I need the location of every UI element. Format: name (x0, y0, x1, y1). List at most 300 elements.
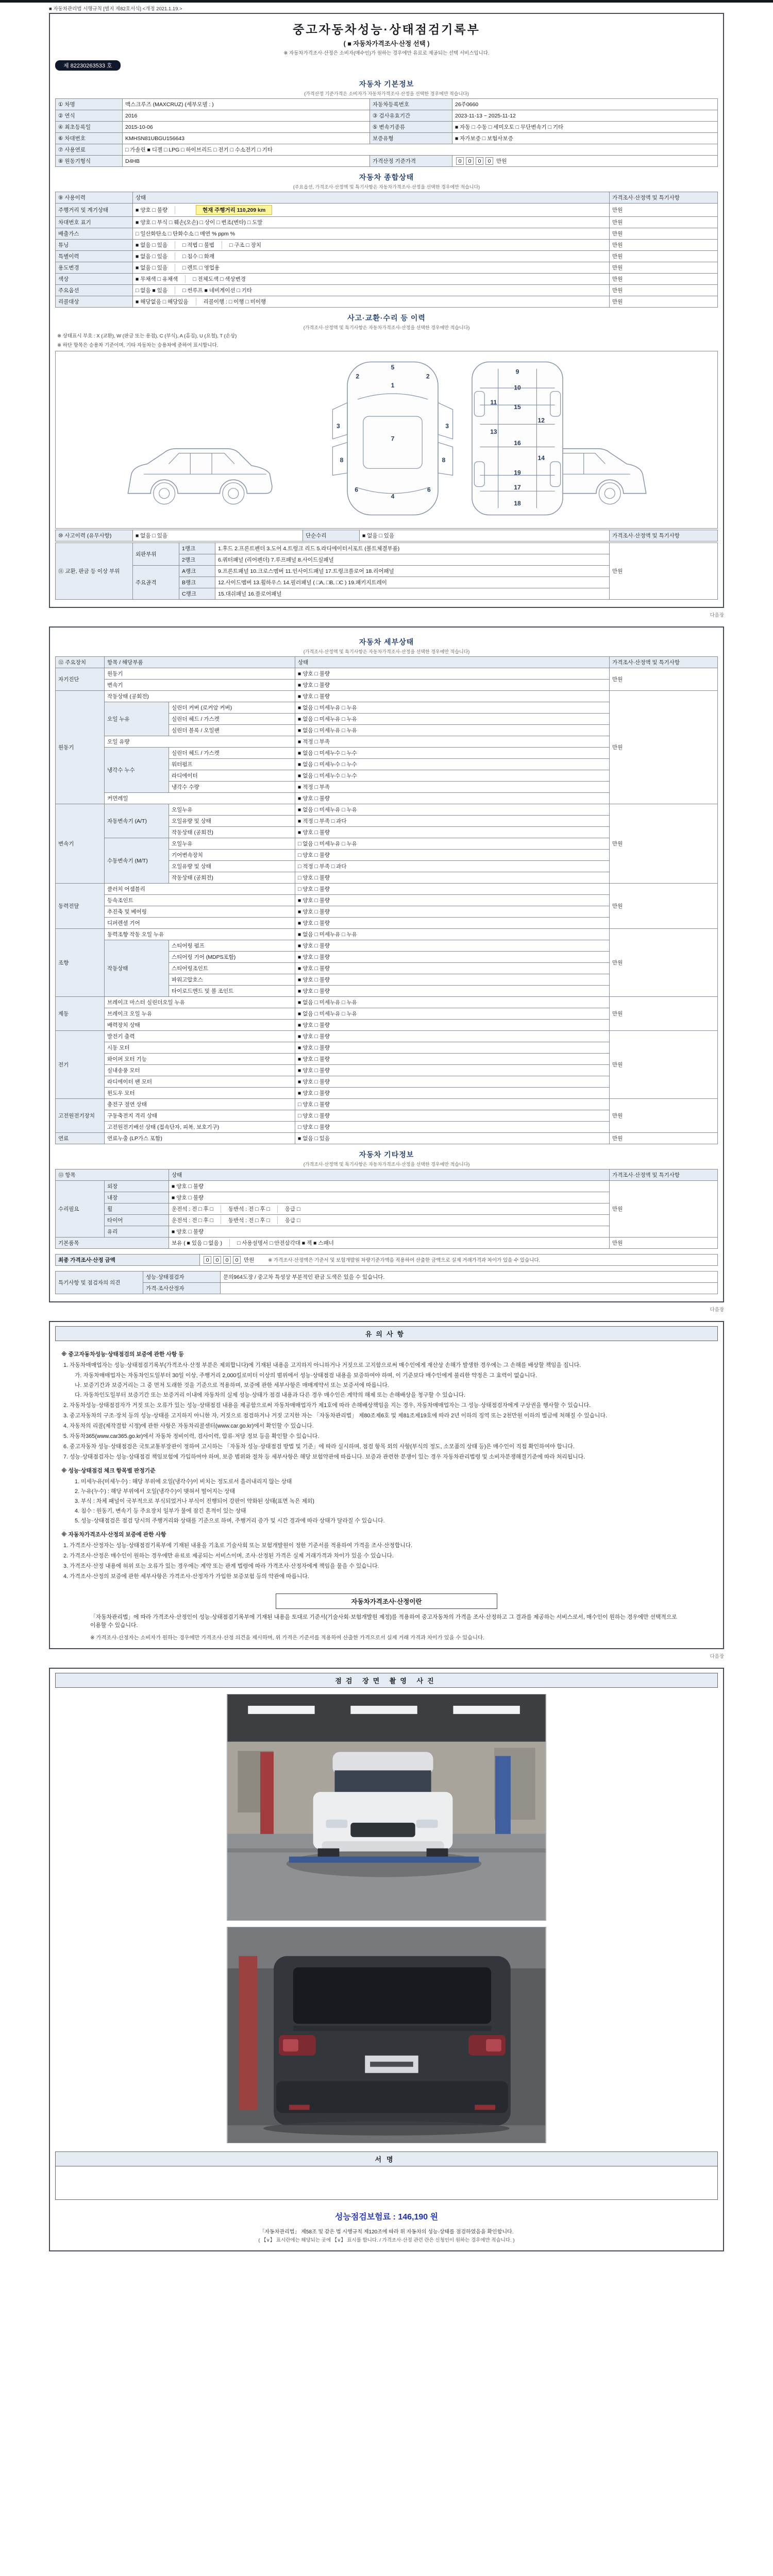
checkbox-group: ■ 무채색 □ 유채색 (136, 275, 186, 283)
checkbox-group: ■ 양호 □ 불량 (298, 1033, 330, 1040)
checkbox-group: □ 구조 □ 장치 (229, 242, 262, 248)
state-symbol-legend: ※ 상태표시 부호 : X (교환), W (판금 또는 용접), C (부식), A (흠집), U (요철), T (손상) (57, 333, 237, 339)
state-cell (133, 240, 610, 251)
checkbox-group: ■ 양호 □ 불량 (298, 829, 330, 836)
column-header: ⑫ 주요장치 (56, 656, 105, 668)
checkbox-group: ■ 없음 □ 미세누유 □ 누유 (298, 806, 357, 813)
price-digit: 0 (233, 1256, 241, 1264)
comprehensive-row (56, 240, 718, 251)
section-basic-header (55, 79, 718, 97)
checkbox-group: □ 적법 □ 불법 (182, 241, 222, 249)
fuel-checkboxes: □ 가솔린 ■ 디젤 □ LPG □ 하이브리드 □ 전기 □ 수소전기 □ 기타 (123, 144, 718, 156)
final-price-note: ※ 가격조사·산정액은 기준서 및 보험개발원 차량기준가액을 적용하여 산출한 금액으로 실제 거래가격과 차이가 있을 수 있습니다. (268, 1257, 541, 1263)
checkbox-group: □ 없음 □ 미세누유 □ 누유 (298, 840, 357, 847)
price-cell: 만원 (610, 690, 718, 804)
table-row (56, 144, 718, 156)
item-label: 라디에이터 (169, 770, 295, 781)
item-label: 시동 모터 (105, 1042, 295, 1053)
item-label: 배력장치 상태 (105, 1019, 295, 1030)
checkbox-group: □ 썬루프 ■ 네비게이션 □ 기타 (182, 287, 253, 294)
section-comprehensive-title: 자동차 종합상태 (359, 173, 414, 181)
comprehensive-row (56, 217, 718, 228)
transmission-checkboxes: ■ 자동 □ 수동 □ 세미오토 □ 무단변속기 □ 기타 (452, 122, 718, 133)
price-cell: 만원 (610, 883, 718, 928)
rank-label: B랭크 (179, 577, 215, 588)
state-cell (295, 679, 610, 690)
checkbox-group: □ 양호 □ 불량 (298, 874, 330, 881)
final-price-label: 최종 가격조사·산정 금액 (56, 1254, 200, 1265)
inspection-period-value: 2023-11-13 ~ 2025-11-12 (452, 110, 718, 122)
final-price-cell (200, 1254, 718, 1265)
state-cell (133, 217, 610, 228)
state-cell (295, 985, 610, 996)
detail-row (56, 668, 718, 679)
rank-label: A랭크 (179, 565, 215, 577)
section-detail-title: 자동차 세부상태 (359, 637, 414, 646)
misc-row (56, 1237, 718, 1248)
car-diagram-panel (55, 351, 718, 529)
comprehensive-row (56, 274, 718, 285)
checkbox-group: ■ 해당없음 □ 해당있음 (136, 298, 196, 306)
price-cell: 만원 (610, 928, 718, 996)
price-appraisal-definition-note: ※ 가격조사·산정자는 소비자가 원하는 경우에만 가격조사·산정 의견을 제시하며, 위 가격은 기준서를 적용하여 산출한 가격으로서 실제 거래 가격과 차이가 있을 수 있습니다. (90, 1635, 484, 1641)
section-detail-header (55, 637, 718, 655)
final-price-digits (203, 1257, 254, 1263)
checkbox-group: ■ 양호 □ 불량 (298, 795, 330, 802)
comprehensive-row (56, 296, 718, 308)
car-side-view-left (128, 448, 272, 504)
item-label: 외장 (105, 1180, 169, 1192)
diagram-number: 12 (537, 416, 545, 424)
state-cell (295, 974, 610, 985)
item-label: 스티어링조인트 (169, 962, 295, 974)
item-label: 파워고압호스 (169, 974, 295, 985)
notice-line: 5. 자동차365(www.car365.go.kr)에서 자동차 정비이력, 검사이력, 압류·저당 정보 등을 확인할 수 있습니다. (63, 1433, 320, 1439)
item-label: 실린더 블록 / 오일팬 (169, 724, 295, 736)
device-label: 자기진단 (56, 668, 105, 690)
item-label: 냉각수 수량 (169, 781, 295, 792)
notice-line: 1. 미세누유(미세누수) : 해당 부위에 오일(냉각수)이 비치는 정도로서 흘러내리지 않는 상태 (75, 1479, 292, 1485)
checkbox-group: ■ 없음 □ 있음 (136, 264, 175, 272)
checkbox-group: □ 일산화탄소 □ 탄화수소 □ 매연 % ppm % (136, 231, 236, 237)
price-cell: 만원 (610, 1132, 718, 1144)
title-subtitle: ( ■ 자동차가격조사·산정 선택 ) (343, 40, 430, 47)
detail-row (56, 690, 718, 702)
device-label: 변속기 (56, 804, 105, 883)
device-label: 동력전달 (56, 883, 105, 928)
misc-row (56, 1180, 718, 1192)
simple-repair-checkboxes: ■ 없음 □ 있음 (360, 530, 610, 541)
table-row (56, 122, 718, 133)
checkbox-group: □ 양호 □ 불량 (298, 886, 330, 892)
diagram-number: 2 (356, 372, 360, 380)
item-label: 연료누출 (LP가스 포함) (105, 1132, 295, 1144)
diagram-number: 14 (537, 454, 545, 462)
diagram-number: 2 (426, 372, 430, 380)
checkbox-group: ■ 양호 □ 불량 (298, 920, 330, 926)
checkbox-group: ■ 양호 □ 불량 (298, 908, 330, 915)
state-cell (133, 285, 610, 296)
price-cell: 만원 (610, 996, 718, 1030)
item-label: 브레이크 마스터 실린더오일 누유 (105, 996, 295, 1008)
notice-line: 3. 부식 : 차체 패널이 국부적으로 부식되었거나 부식이 진행되어 강판이 약화된 상태(표면 녹은 제외) (75, 1498, 314, 1505)
notice-line: ※ 자동차가격조사·산정의 보증에 관한 사항 (61, 1532, 166, 1538)
item-label: 작동상태 (공회전) (105, 690, 295, 702)
diagram-number: 17 (514, 483, 521, 491)
checkbox-group: 응급 □ (284, 1206, 300, 1212)
diagram-number: 9 (515, 368, 519, 376)
price-digit: 0 (213, 1256, 221, 1264)
item-label: 휠 (105, 1203, 169, 1214)
device-label: 전기 (56, 1030, 105, 1098)
state-cell (169, 1192, 610, 1203)
registration-number-value: 26주0660 (452, 99, 718, 110)
field-label: ③ 검사유효기간 (370, 110, 452, 122)
rank-group-label: 외판부위 (133, 543, 179, 565)
section-misc-title: 자동차 기타정보 (359, 1150, 414, 1159)
price-digit: 0 (456, 157, 464, 165)
appraiser-remark-text (221, 1282, 718, 1294)
item-label: 구동축전지 격리 상태 (105, 1110, 295, 1121)
warranty-checkboxes: ■ 자가보증 □ 보험사보증 (452, 133, 718, 144)
price-cell: 만원 (610, 296, 718, 308)
checkbox-instruction: ( 【∨】 표시란에는 해당되는 곳에 【∨】 표시를 합니다. / 가격조사·산정 관련 란은 신청인이 원하는 경우에만 적습니다. ) (258, 2238, 515, 2243)
misc-info-table (55, 1169, 718, 1249)
state-cell (295, 1053, 610, 1064)
section-misc-note: (가격조사·산정액 및 특기사항은 자동차가격조사·산정을 선택한 경우에만 적습니다) (303, 1161, 470, 1167)
subgroup-label: 작동상태 (105, 940, 169, 996)
item-label: 브레이크 오일 누유 (105, 1008, 295, 1019)
row-label: 특별이력 (56, 251, 133, 262)
table-header-row (56, 192, 718, 204)
state-cell (133, 228, 610, 240)
checkbox-group: 운전석 : 전 □ 후 □ (172, 1216, 221, 1224)
item-label: 오일유량 및 상태 (169, 860, 295, 872)
block-notice (49, 1321, 724, 1650)
rank-label: 1랭크 (179, 543, 215, 554)
checkbox-group: □ 양호 □ 불량 (298, 1112, 330, 1119)
table-row (56, 1282, 718, 1294)
row-label: 주요옵션 (56, 285, 133, 296)
state-cell (295, 1064, 610, 1076)
checkbox-group: ■ 없음 □ 미세누유 □ 누유 (298, 727, 357, 734)
signature-title: 서명 (56, 2152, 717, 2166)
detail-row (56, 804, 718, 815)
checkbox-group: ■ 적정 □ 부족 (298, 784, 330, 790)
state-cell (133, 274, 610, 285)
comprehensive-state-table (55, 192, 718, 308)
state-cell (295, 883, 610, 894)
next-page-label: 다음장 (710, 1654, 724, 1659)
field-label: ⑦ 사용연료 (56, 144, 123, 156)
price-unit: 만원 (496, 158, 507, 164)
notice-line: 2. 누유(누수) : 해당 부위에서 오일(냉각수)이 맺혀서 떨어지는 상태 (75, 1488, 236, 1495)
rank-label: C랭크 (179, 588, 215, 599)
rank-group-label: 주요골격 (133, 565, 179, 599)
diagram-number: 3 (337, 422, 340, 430)
price-appraisal-definition-box: 자동차가격조사·산정이란 (276, 1594, 497, 1609)
state-cell (295, 792, 610, 804)
diagram-number: 6 (427, 485, 431, 493)
price-cell: 만원 (610, 668, 718, 690)
final-price-table (55, 1254, 718, 1266)
item-label: 오일 유량 (105, 736, 295, 747)
signature-section (55, 2151, 718, 2200)
rank-items: 6.쿼터패널 (리어펜더) 7.루프패널 8.사이드실패널 (215, 554, 610, 565)
block-basic-overview (49, 13, 724, 608)
notice-line: 7. 성능·상태점검자는 성능·상태점검 책임보험에 가입하여야 하며, 보증 범위와 절차 등 세부사항은 해당 보험약관에 따릅니다. 보증과 관련한 분쟁이 있는 경우 자동차관리법령 및 소비자분쟁해결기준에 따라 처리됩니다. (63, 1453, 585, 1460)
item-label: 발전기 출력 (105, 1030, 295, 1042)
notice-line: 가. 자동차매매업자는 자동차인도일부터 30일 이상, 주행거리 2,000킬로미터 이상의 범위에서 성능·상태점검 내용을 보증하여야 하며, 이 기준보다 매수인에게 불리한 약정은 그 효력이 없습니다. (75, 1372, 537, 1379)
checkbox-group: □ 침수 □ 화재 (182, 253, 215, 260)
item-label: 실린더 헤드 / 가스켓 (169, 747, 295, 758)
field-label: ⑥ 차대번호 (56, 133, 123, 144)
checkbox-group: ■ 양호 □ 부식 □ 훼손(오손) □ 상이 □ 변조(변타) □ 도말 (136, 219, 263, 226)
item-label: 작동상태 (공회전) (169, 872, 295, 883)
subgroup-label: 수동변속기 (M/T) (105, 838, 169, 883)
price-cell: 만원 (610, 1030, 718, 1098)
field-label: ④ 최초등록일 (56, 122, 123, 133)
accident-history-checkboxes: ■ 없음 □ 있음 (133, 530, 303, 541)
field-label: ① 차명 (56, 99, 123, 110)
price-cell: 만원 (610, 251, 718, 262)
checkbox-group: ■ 양호 □ 불량 (298, 954, 330, 960)
comprehensive-row (56, 204, 718, 217)
checkbox-group: □ 없음 ■ 있음 (136, 286, 175, 294)
row-label: 리콜대상 (56, 296, 133, 308)
item-label: 고전원전기배선 상태 (접속단자, 피복, 보호기구) (105, 1121, 295, 1132)
item-label: 변속기 (105, 679, 295, 690)
diagram-number: 16 (514, 439, 521, 447)
state-cell (295, 1121, 610, 1132)
mileage-highlight: 현재 주행거리 110,209 km (196, 205, 272, 215)
state-cell (169, 1203, 610, 1214)
field-label: 자동차등록번호 (370, 99, 452, 110)
subgroup-label: 자동변속기 (A/T) (105, 804, 169, 838)
title-note: ※ 자동차가격조사·산정은 소비자(매수인)가 원하는 경우에만 유료로 제공되는 선택 서비스입니다. (283, 50, 490, 56)
checkbox-group: ■ 없음 □ 있음 (136, 241, 175, 249)
diagram-number: 18 (514, 499, 521, 507)
checkbox-group: 보유 ( ■ 있음 □ 없음 ) (172, 1239, 230, 1247)
checkbox-group: □ 전체도색 □ 색상변경 (193, 276, 246, 282)
checkbox-group: ■ 양호 □ 불량 (172, 1228, 204, 1235)
checkbox-group: ■ 없음 □ 있음 (136, 252, 175, 260)
row-label: 차대번호 표기 (56, 217, 133, 228)
signature-area (56, 2166, 717, 2199)
notice-line: ※ 성능·상태점검 체크 항목별 판정기준 (61, 1468, 156, 1475)
device-label: 원동기 (56, 690, 105, 804)
notice-line: 6. 중고자동차 성능·상태점검은 국토교통부장관이 정하여 고시하는 「자동차 성능·상태점검 방법 및 기준」에 따라 실시하며, 점검 항목 외의 사항(부식의 정도, 소모품의 상태 등)은 매수인이 직접 확인하여야 합니다. (63, 1443, 575, 1450)
remarks-label: 특기사항 및 점검자의 의견 (56, 1271, 143, 1294)
checkbox-group: □ 양호 □ 불량 (298, 1124, 330, 1130)
state-cell (133, 204, 610, 217)
state-cell (295, 917, 610, 928)
column-header: 가격조사·산정액 및 특기사항 (610, 192, 718, 204)
state-cell (295, 951, 610, 962)
inspection-photo-front (227, 1694, 546, 1921)
law-reference: ■ 자동차관리법 시행규칙 [별지 제82호서식] <개정 2021.1.19.> (49, 6, 182, 12)
column-header: 가격조사·산정액 및 특기사항 (610, 530, 718, 541)
item-label: 실린더 커버 (로커암 커버) (169, 702, 295, 713)
parts-label: ⑪ 교환, 판금 등 이상 부위 (56, 543, 133, 599)
table-row (56, 530, 718, 541)
vin-value: KMHSN81UBGU156643 (123, 133, 370, 144)
inspector-remark-text: 문의964도장 / 중고차 특성상 부분적인 판금 도색은 있을 수 있습니다. (221, 1271, 718, 1282)
row-label: 색상 (56, 274, 133, 285)
item-label: 윈도우 모터 (105, 1087, 295, 1098)
checkbox-group: ■ 없음 □ 미세누수 □ 누수 (298, 750, 357, 756)
notice-line: 3. 가격조사·산정 내용에 허위 또는 오류가 있는 경우에는 계약 또는 관계 법령에 따라 가격조사·산정자에게 책임을 물을 수 있습니다. (63, 1563, 379, 1570)
state-cell (295, 1087, 610, 1098)
device-label: 조향 (56, 928, 105, 996)
state-cell (295, 906, 610, 917)
comprehensive-row (56, 285, 718, 296)
item-label: 내장 (105, 1192, 169, 1203)
item-label: 동력조향 작동 오일 누유 (105, 928, 295, 940)
state-cell (295, 668, 610, 679)
diagram-number: 6 (355, 485, 358, 493)
state-cell (295, 826, 610, 838)
checkbox-group: ■ 양호 □ 불량 (298, 1090, 330, 1096)
state-cell (295, 928, 610, 940)
column-header: 상태 (169, 1169, 610, 1180)
item-label: 등속조인트 (105, 894, 295, 906)
state-cell (295, 815, 610, 826)
item-label: 타이로드엔드 및 볼 조인트 (169, 985, 295, 996)
state-cell (295, 1076, 610, 1087)
repair-need-label: 수리필요 (56, 1180, 105, 1237)
notice-line: ※ 중고자동차성능·상태점검의 보증에 관한 사항 등 (61, 1351, 184, 1358)
state-cell (133, 251, 610, 262)
rank-label: 2랭크 (179, 554, 215, 565)
item-label: 디퍼렌셜 기어 (105, 917, 295, 928)
table-row (56, 133, 718, 144)
detail-state-table (55, 656, 718, 1144)
next-page-label: 다음장 (710, 1307, 724, 1313)
diagram-number: 15 (514, 403, 521, 411)
state-cell (295, 702, 610, 713)
comprehensive-row (56, 262, 718, 274)
section-accident-title: 사고·교환·수리 등 이력 (347, 314, 426, 322)
column-header: ⑨ 사용이력 (56, 192, 133, 204)
field-label: ② 연식 (56, 110, 123, 122)
insurance-fee-value: 146,190 원 (398, 2213, 439, 2222)
photos-title: 점검 장면 촬영 사진 (55, 1673, 718, 1688)
state-cell (295, 872, 610, 883)
repair-rank-row (56, 543, 718, 554)
table-header-row (56, 1169, 718, 1180)
row-label: 주행거리 및 계기상태 (56, 204, 133, 217)
base-price-digits (455, 158, 507, 164)
device-label: 제동 (56, 996, 105, 1030)
checkbox-group: ■ 적정 □ 부족 □ 과다 (298, 818, 347, 824)
item-label: 라디에이터 팬 모터 (105, 1076, 295, 1087)
state-cell (295, 770, 610, 781)
item-label: 클러치 어셈블리 (105, 883, 295, 894)
notice-line: 1. 자동차매매업자는 성능·상태점검기록부(가격조사·산정 부분은 제외합니다)에 기재된 내용을 고지하지 아니하거나 거짓으로 고지함으로써 매수인에게 재산상 손해가 발생한 경우에는 그 손해를 배상할 책임을 집니다. (63, 1362, 581, 1368)
checkbox-group: ■ 없음 □ 미세누수 □ 누수 (298, 772, 357, 779)
diagram-number: 3 (445, 422, 449, 430)
checkbox-group: 응급 □ (284, 1217, 300, 1224)
insurance-fee-label: 성능점검보험료 : (334, 2213, 396, 2222)
row-label: 배출가스 (56, 228, 133, 240)
checkbox-group: ■ 양호 □ 불량 (298, 988, 330, 994)
checkbox-group: ■ 양호 □ 불량 (298, 682, 330, 688)
next-page-label: 다음장 (710, 612, 724, 618)
price-cell: 만원 (610, 204, 718, 217)
insurance-fee-line (55, 2210, 718, 2222)
state-cell (295, 1110, 610, 1121)
checkbox-group: ■ 없음 □ 미세누유 □ 누유 (298, 1010, 357, 1017)
checkbox-group: ■ 없음 □ 있음 (298, 1135, 330, 1142)
item-label: 원동기 (105, 668, 295, 679)
section-basic-title: 자동차 기본정보 (359, 80, 414, 88)
block-detail-state (49, 626, 724, 1302)
detail-row (56, 1098, 718, 1110)
checkbox-group: ■ 없음 □ 미세누유 □ 누유 (298, 704, 357, 711)
diagram-number: 1 (391, 381, 395, 389)
price-digit: 0 (204, 1256, 211, 1264)
diagram-number: 5 (391, 363, 395, 371)
item-label: 워터펌프 (169, 758, 295, 770)
checkbox-group: 운전석 : 전 □ 후 □ (172, 1205, 221, 1213)
state-cell (295, 996, 610, 1008)
vehicle-name-value: 맥스크루즈 (MAXCRUZ) (세부모델 : ) (123, 99, 370, 110)
comprehensive-row (56, 251, 718, 262)
diagram-number: 19 (514, 468, 521, 476)
checkbox-group: 동반석 : 전 □ 후 □ (228, 1216, 278, 1224)
diagram-number: 13 (490, 428, 497, 435)
price-cell: 만원 (610, 228, 718, 240)
item-label: 실내송풍 모터 (105, 1064, 295, 1076)
accident-history-table (55, 530, 718, 541)
price-digit: 0 (466, 157, 474, 165)
detail-row (56, 928, 718, 940)
column-header: 상태 (295, 656, 610, 668)
row-label: 튜닝 (56, 240, 133, 251)
state-cell (295, 690, 610, 702)
state-cell (295, 713, 610, 724)
column-header: ⑬ 항목 (56, 1169, 169, 1180)
price-digit: 0 (223, 1256, 231, 1264)
field-label: 보증유형 (370, 133, 452, 144)
item-label: 기어변속장치 (169, 849, 295, 860)
price-cell: 만원 (610, 274, 718, 285)
device-label: 고전원전기장치 (56, 1098, 105, 1132)
notice-line: 4. 가격조사·산정의 보증에 관한 세부사항은 가격조사·산정자가 가입한 보증보험 등의 약관에 따릅니다. (63, 1573, 309, 1580)
checkbox-group: ■ 양호 □ 불량 (298, 1067, 330, 1074)
price-cell: 만원 (610, 1098, 718, 1132)
section-comprehensive-header (55, 172, 718, 190)
item-label: 커먼레일 (105, 792, 295, 804)
row-label: 용도변경 (56, 262, 133, 274)
checkbox-group: ■ 양호 □ 불량 (298, 1056, 330, 1062)
item-label: 스티어링 기어 (MDPS포함) (169, 951, 295, 962)
field-label: 단순수리 (303, 530, 360, 541)
section-basic-note: (가격산정 기준가격은 소비자가 자동차가격조사·산정을 선택한 경우에만 적습니다) (304, 91, 469, 96)
notice-line: 다. 자동차인도일부터 보증기간 또는 보증거리 이내에 자동차의 실제 성능·상태가 점검 내용과 다른 경우 매수인은 계약의 해제 또는 손해배상을 청구할 수 있습니다. (75, 1392, 465, 1398)
repair-rank-table (55, 543, 718, 600)
item-label: 오일누유 (169, 838, 295, 849)
price-unit: 만원 (244, 1257, 255, 1263)
checkbox-group: □ 사용설명서 □ 안전삼각대 ■ 잭 ■ 스패너 (237, 1240, 334, 1246)
table-row (56, 1271, 718, 1282)
confirmation-statement: 「자동차관리법」 제58조 및 같은 법 시행규칙 제120조에 따라 위 자동차의 성능·상태를 점검하였음을 확인합니다. (259, 2229, 514, 2235)
checkbox-group: ■ 양호 □ 불량 (172, 1194, 204, 1201)
state-cell (295, 747, 610, 758)
engine-type-value: D4HB (123, 156, 370, 167)
item-label: 작동상태 (공회전) (169, 826, 295, 838)
